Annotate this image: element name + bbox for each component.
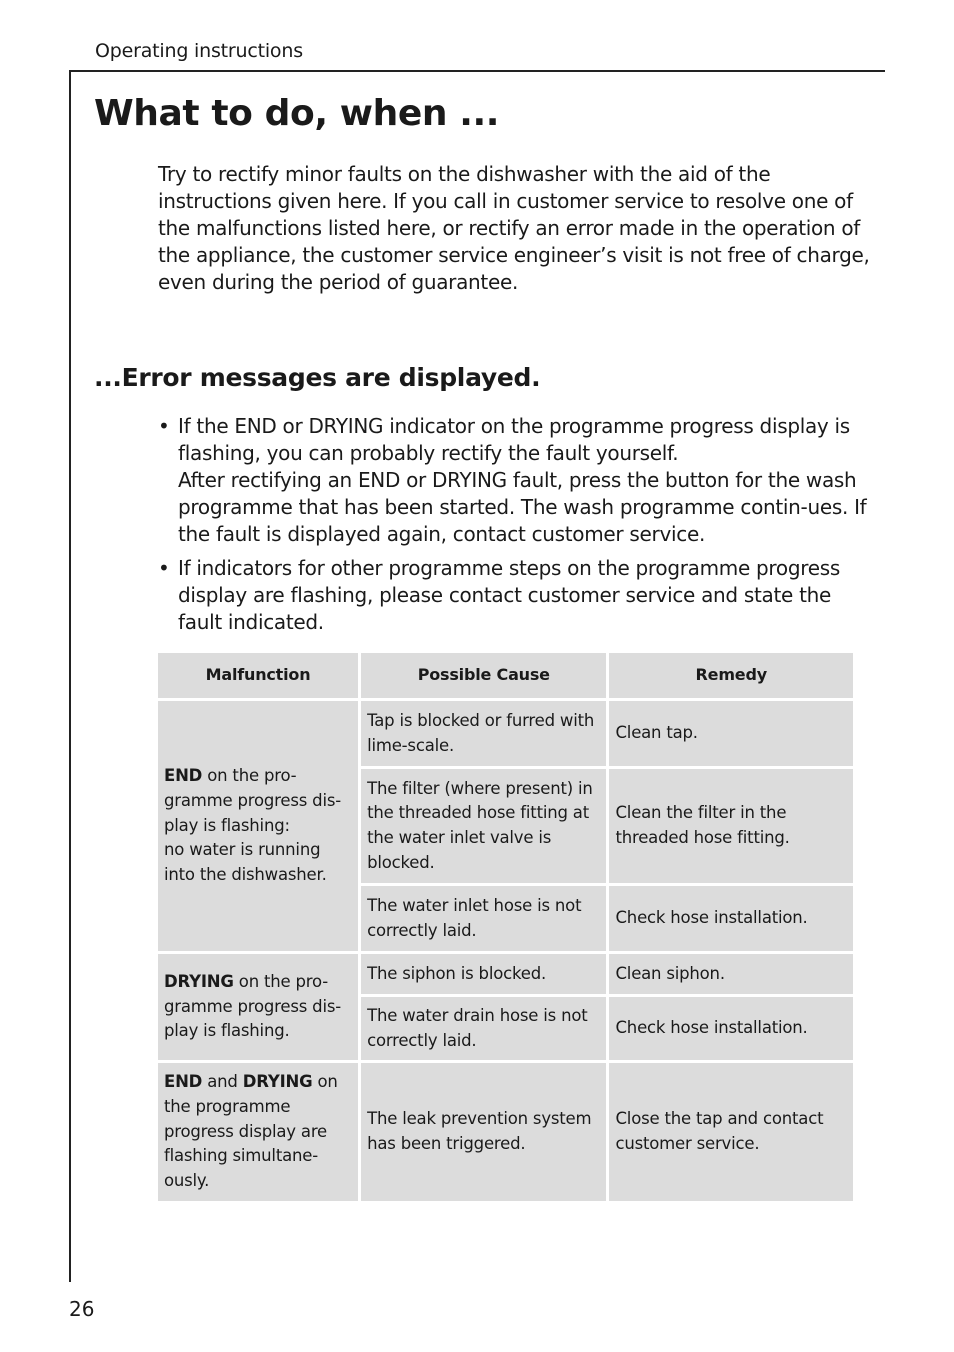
- section-title: ...Error messages are displayed.: [94, 363, 541, 392]
- cause-cell: The water inlet hose is not correctly laid.: [361, 886, 606, 951]
- indicator-name: DRYING: [164, 971, 234, 991]
- column-header-cause: Possible Cause: [361, 653, 606, 698]
- remedy-cell: Close the tap and contact customer service.: [609, 1063, 853, 1201]
- bullet-item: [158, 413, 873, 548]
- intro-paragraph: Try to rectify minor faults on the dishwasher with the aid of the instructions given here. If you call in customer service to resolve one of the malfunctions listed here, or rectify an error made in the operation of the appliance, the customer service engineer’s visit is not free of charge, even during the period of guarantee.: [158, 162, 870, 294]
- cause-cell: The siphon is blocked.: [361, 954, 606, 994]
- malfunction-text: on the pro-gramme progress dis-play is flashing:: [164, 766, 341, 835]
- remedy-cell: Check hose installation.: [609, 886, 853, 951]
- table-row: [158, 954, 853, 994]
- malfunction-cell: [158, 701, 358, 951]
- bullet-symbol: •: [158, 556, 170, 580]
- table-header-row: [158, 653, 853, 698]
- column-header-malfunction: Malfunction: [158, 653, 358, 698]
- remedy-cell: Check hose installation.: [609, 997, 853, 1060]
- bullet-symbol: •: [158, 414, 170, 438]
- remedy-cell: Clean siphon.: [609, 954, 853, 994]
- page-number: 26: [69, 1297, 95, 1321]
- remedy-cell: Clean tap.: [609, 701, 853, 766]
- cause-cell: Tap is blocked or furred with lime-scale.: [361, 701, 606, 766]
- malfunction-cell: [158, 1063, 358, 1201]
- cause-cell: The water drain hose is not correctly laid.: [361, 997, 606, 1060]
- bullet-text: If indicators for other programme steps on the programme progress display are flashing, please contact customer service and state the fault indicated.: [178, 556, 840, 634]
- page-title: What to do, when ...: [94, 93, 500, 134]
- table-row: [158, 701, 853, 766]
- bullet-text: After rectifying an END or DRYING fault, press the button for the wash programme that has been started. The wash programme contin-ues. If the fault is displayed again, contact customer service.: [178, 468, 867, 546]
- indicator-name: DRYING: [242, 1072, 313, 1092]
- malfunction-cell: [158, 954, 358, 1060]
- cause-cell: The leak prevention system has been triggered.: [361, 1063, 606, 1201]
- running-header: Operating instructions: [95, 40, 303, 62]
- bullet-item: [158, 555, 873, 636]
- column-header-remedy: Remedy: [609, 653, 853, 698]
- table-row: [158, 1063, 853, 1201]
- margin-rule-vertical: [69, 70, 71, 1282]
- malfunction-text: on the programme progress display are flashing simultane-ously.: [164, 1072, 338, 1191]
- header-rule: [69, 70, 885, 72]
- troubleshooting-table: [155, 650, 856, 1204]
- bullet-text: If the END or DRYING indicator on the programme progress display is flashing, you can probably rectify the fault yourself.: [178, 414, 850, 465]
- malfunction-text: on the pro-gramme progress dis-play is flashing.: [164, 971, 341, 1041]
- cause-cell: The filter (where present) in the threaded hose fitting at the water inlet valve is blocked.: [361, 769, 606, 883]
- malfunction-text: and: [202, 1072, 243, 1092]
- malfunction-text: no water is running into the dishwasher.: [164, 840, 327, 885]
- indicator-name: END: [164, 1072, 203, 1092]
- indicator-name: END: [164, 766, 203, 786]
- remedy-cell: Clean the filter in the threaded hose fitting.: [609, 769, 853, 883]
- bullet-list: [158, 413, 873, 636]
